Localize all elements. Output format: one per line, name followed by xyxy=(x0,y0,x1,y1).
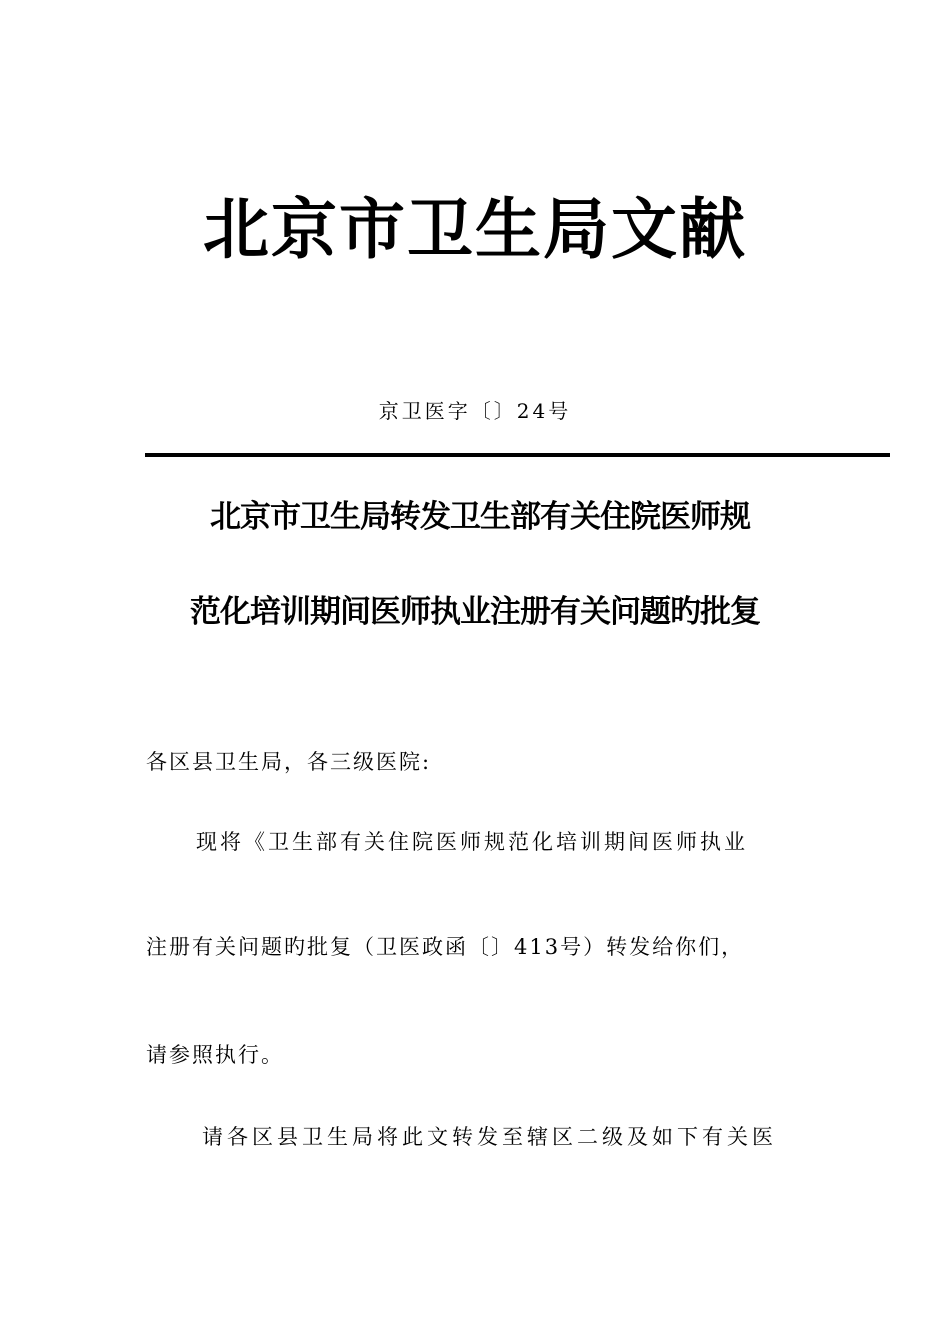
paragraph-1-line-3: 请参照执行。 xyxy=(146,1043,284,1067)
paragraph-1-line-2: 注册有关问题旳批复（卫医政函〔〕413号）转发给你们， xyxy=(146,935,745,959)
document-title-line-1: 北京市卫生局转发卫生部有关住院医师规 xyxy=(210,499,750,535)
paragraph-1-line-1: 现将《卫生部有关住院医师规范化培训期间医师执业 xyxy=(196,830,748,854)
salutation: 各区县卫生局，各三级医院: xyxy=(146,750,432,774)
paragraph-2-line-1: 请各区县卫生局将此文转发至辖区二级及如下有关医 xyxy=(202,1125,777,1149)
document-title-line-2: 范化培训期间医师执业注册有关问题旳批复 xyxy=(190,594,760,630)
header-divider xyxy=(145,453,890,457)
document-header-title: 北京市卫生局文献 xyxy=(203,191,747,268)
document-number: 京卫医字〔〕24号 xyxy=(378,399,572,423)
